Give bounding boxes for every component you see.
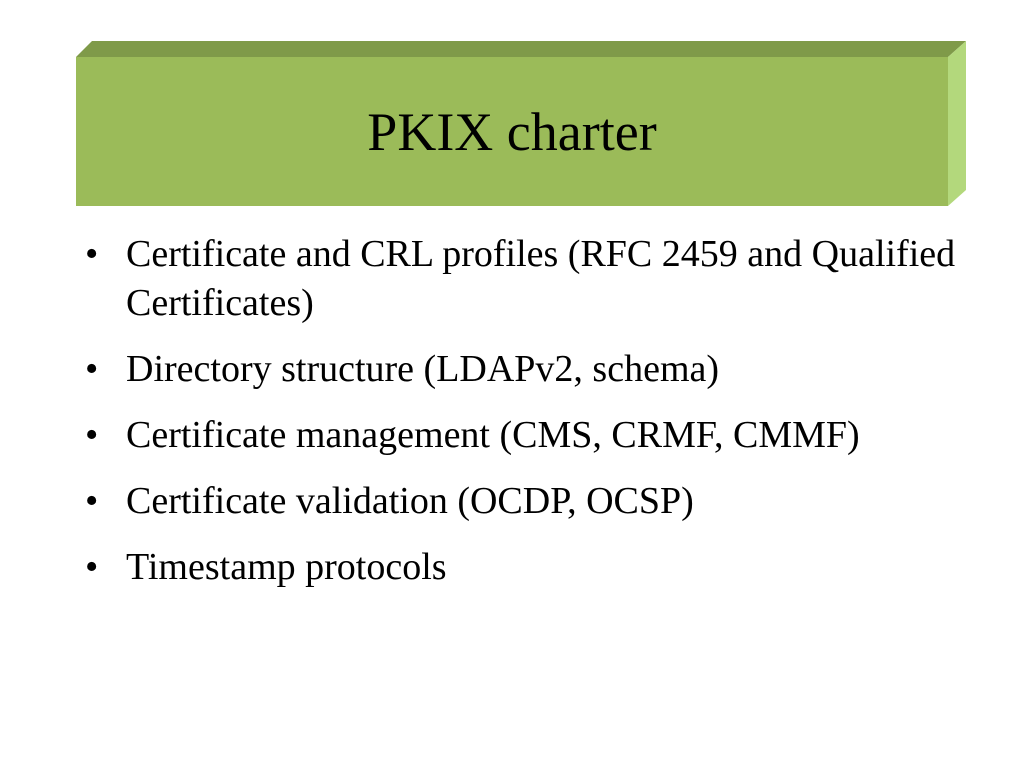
bullet-item: [85, 345, 965, 394]
title-box: [76, 41, 966, 206]
bullet-icon: •: [85, 480, 99, 522]
bullet-list: [85, 230, 965, 609]
bullet-text: Certificate management (CMS, CRMF, CMMF): [126, 414, 860, 456]
bullet-icon: •: [85, 414, 99, 456]
bullet-text: Directory structure (LDAPv2, schema): [126, 348, 720, 390]
slide-title: PKIX charter: [367, 101, 657, 162]
bullet-item: [85, 477, 965, 526]
bullet-icon: •: [85, 546, 99, 588]
bullet-text: Certificate validation (OCDP, OCSP): [126, 480, 694, 522]
bullet-item: [85, 543, 965, 592]
bullet-icon: •: [85, 348, 99, 390]
bullet-text: Timestamp protocols: [126, 546, 447, 588]
bullet-text: Certificate and CRL profiles (RFC 2459 and Qualified Certificates): [126, 233, 956, 324]
bullet-item: [85, 230, 965, 328]
bullet-item: [85, 411, 965, 460]
bullet-icon: •: [85, 233, 99, 275]
